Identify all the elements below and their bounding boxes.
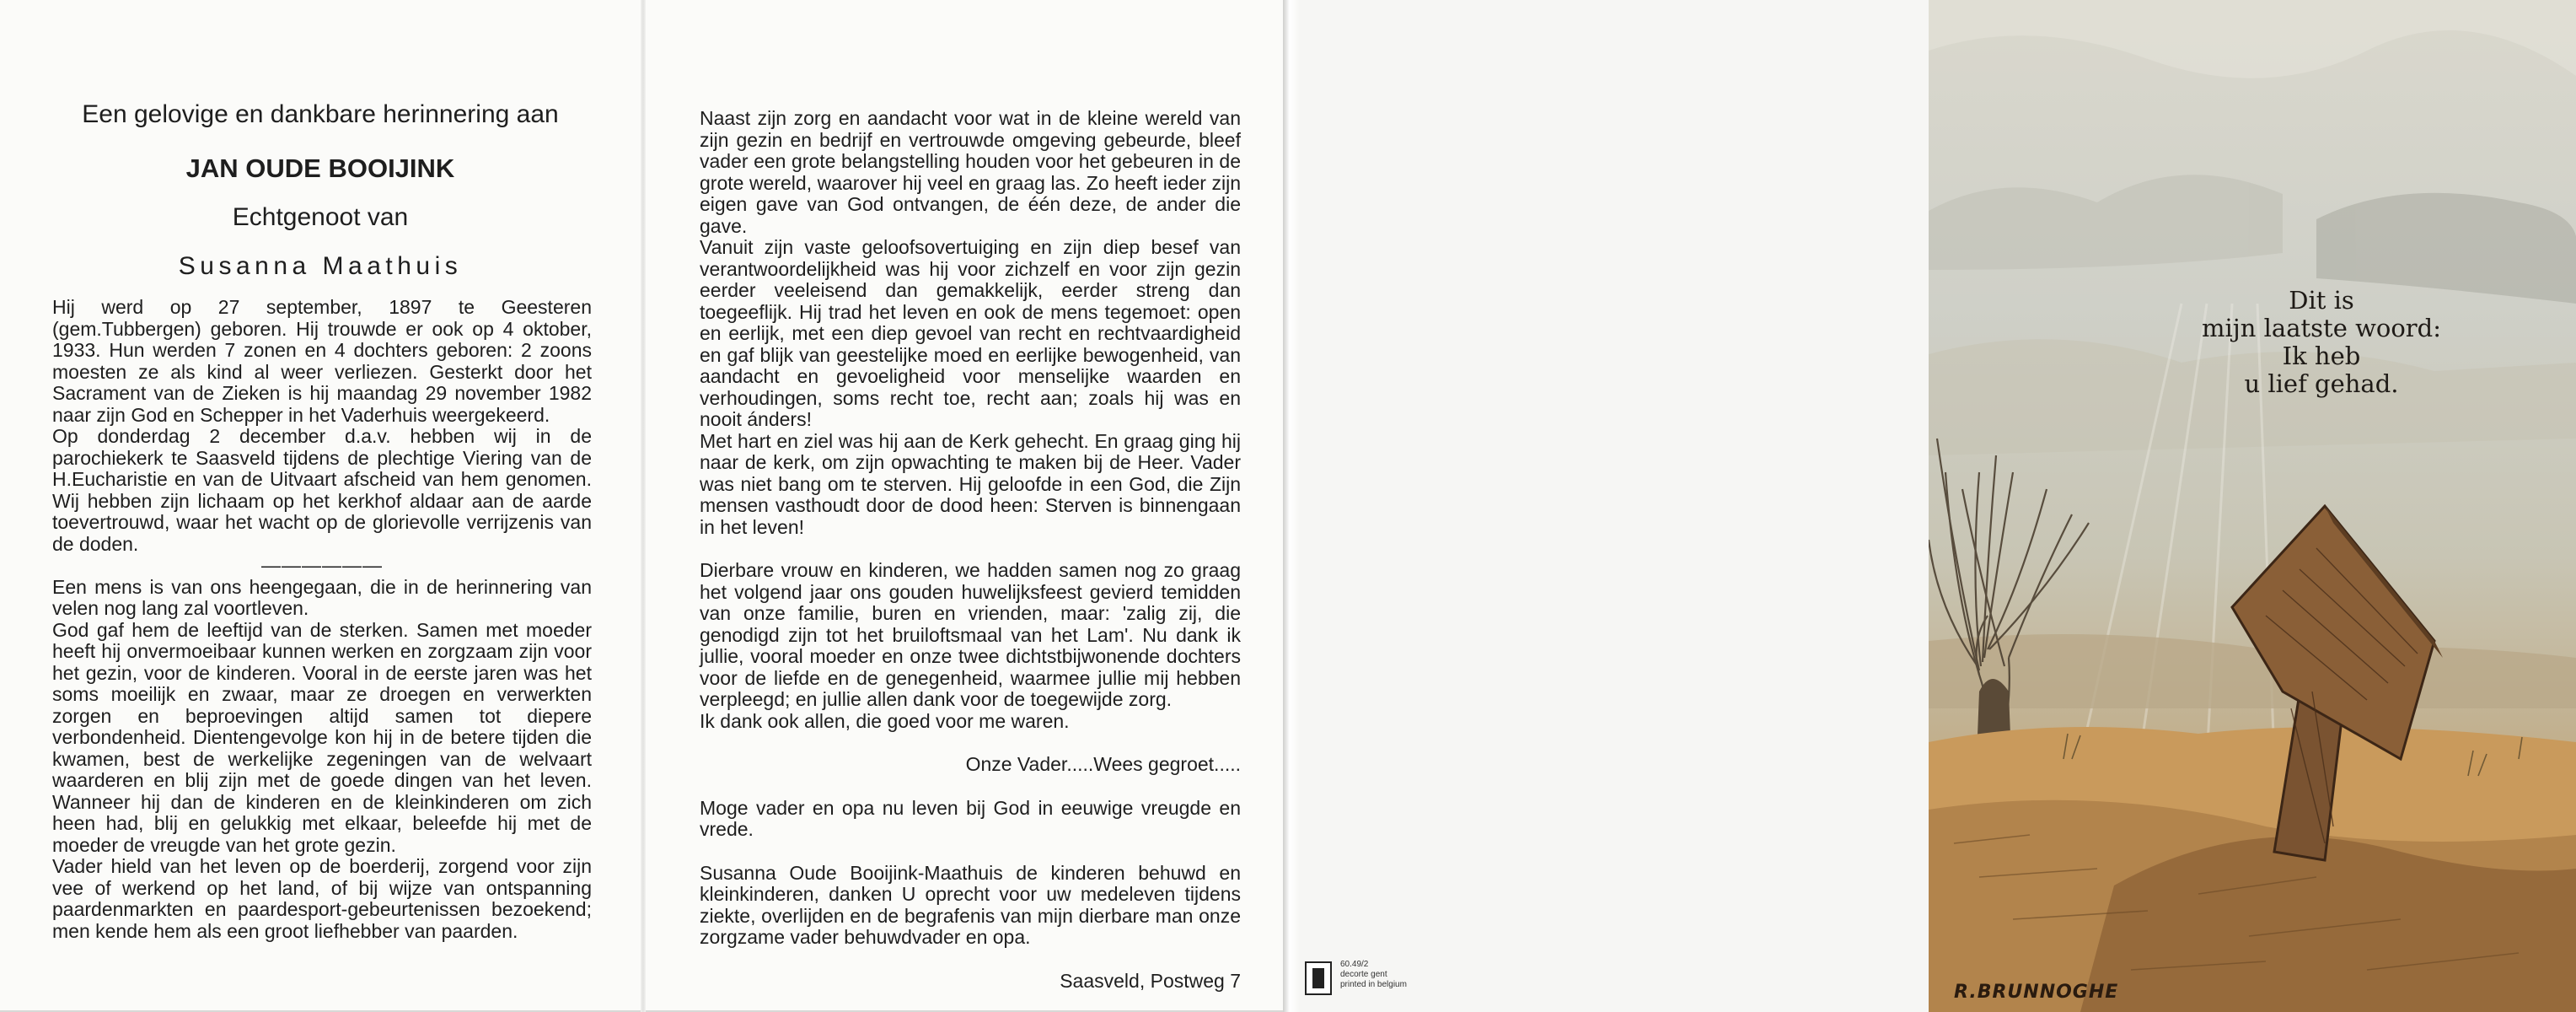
heading-block	[25, 100, 615, 282]
quote-line: Dit is	[2289, 286, 2354, 315]
imprint-printed: printed in belgium	[1340, 980, 1407, 989]
back-page	[1300, 0, 1929, 1012]
paragraph: Susanna Oude Booijink-Maathuis de kinderen behuwd en kleinkinderen, danken U oprecht voor uw medeleven tijdens ziekte, overlijden en de begrafenis van mijn dierbare man onze zorgzame vader behuwdvader en opa.	[700, 861, 1241, 948]
printer-imprint	[1305, 960, 1457, 1007]
spouse-label: Echtgenoot van	[232, 203, 409, 231]
horizon	[1929, 634, 2576, 708]
outer-fold	[1283, 0, 1300, 1012]
paragraph: Op donderdag 2 december d.a.v. hebben wij in de parochiekerk te Saasveld tijdens de plechtige Viering van de H.Eucharistie en van de Uitvaart afscheid van hem genomen. Wij hebben zijn lichaam op het kerkhof aldaar aan de aarde toevertrouwd, waar het wacht op de glorievolle verrijzenis van de doden.	[52, 425, 592, 555]
deceased-name: JAN OUDE BOOIJINK	[185, 153, 455, 183]
paragraph: Vanuit zijn vaste geloofsovertuiging en zijn diep besef van verantwoordelijkheid was hij voor zichzelf en voor zijn gezin eerder veeleisend dan gemakkelijk, eerder streng dan toegeeflijk. Hij trad het leven en ook de mens tegemoet: open en eerlijk, met een diep gevoel van recht en rechtvaardigheid en gaf blijk van geestelijke moed en eerlijke bewogenheid, van aandacht en gevoeligheid voor menselijke waarden en verhoudingen, soms recht toe, recht aan; zoals hij was en nooit ánders!	[700, 236, 1241, 430]
artist-signature: R.BRUNNOGHE	[1954, 982, 2119, 1003]
paragraph: Met hart en ziel was hij aan de Kerk gehecht. En graag ging hij naar de kerk, om zijn opwachting te maken bij de Heer. Vader was niet bang om te sterven. Hij geloofde in een God, die Zijn mensen vasthoudt door de dood heen: Sterven is binnengaan in het leven!	[700, 429, 1241, 538]
spacer	[700, 776, 1241, 798]
paragraph: Naast zijn zorg en aandacht voor wat in de kleine wereld van zijn gezin en bedrijf en vertrouwde omgeving gebeurde, bleef vader een grote belangstelling houden voor het gebeuren in de grote wereld, waarover hij veel en graag las. Zo heeft ieder zijn eigen gave van God ontvangen, de één deze, de ander die gave.	[700, 107, 1241, 237]
cover-illustration	[1929, 0, 2576, 1012]
paragraph: Ik dank ook allen, die goed voor me waren.	[700, 709, 1070, 732]
divider: ——————	[261, 554, 383, 576]
imprint-company: decorte gent	[1340, 970, 1387, 979]
cover-quote	[2195, 287, 2448, 398]
inner-spread	[0, 0, 1283, 1010]
landscape-drawing	[1929, 0, 2576, 1012]
quote-line: mijn laatste woord:	[2201, 314, 2442, 342]
quote-line: Ik heb	[2282, 342, 2361, 370]
paragraph: God gaf hem de leeftijd van de sterken. Samen met moeder heeft hij onvermoeibaar kunnen werken en zorgzaam zijn voor het gezin, voor de kinderen. Vooral in de eerste jaren was het soms moeilijk en zwaar, maar ze droegen en verwerkten zorgen en beproevingen altijd samen tot diepere verbondenheid. Dientengevolge kon hij in de betere tijden die kwamen, best de werkelijke zegeningen van de welvaart waarderen en blij zijn met de goede dingen van het leven. Wanneer hij dan de kinderen en de kleinkinderen om zich heen had, blij en gelukkig met elkaar, beleefde hij met de moeder de vreugde van het grote gezin.	[52, 618, 592, 856]
inner-fold	[641, 0, 646, 1012]
imprint-code: 60.49/2	[1340, 960, 1369, 969]
printer-logo-icon	[1305, 961, 1332, 995]
spacer	[700, 538, 1241, 560]
spacer	[700, 732, 1241, 754]
spacer	[700, 841, 1241, 863]
spouse-name: Susanna Maathuis	[178, 252, 463, 280]
paragraph: Dierbare vrouw en kinderen, we hadden samen nog zo graag het volgend jaar ons gouden huwelijksfeest gevierd temidden van onze familie, buren en vrienden, maar: 'zalig zij, die genodigd zijn tot het bruiloftsmaal van het Lam'. Nu dank ik jullie, vooral moeder en onze twee dichtstbijwonende dochters voor de liefde en de genegenheid, waarmee jullie mij hebben verpleegd; en jullie allen dank voor de toegewijde zorg.	[700, 559, 1241, 710]
paragraph: Vader hield van het leven op de boerderij, zorgend voor zijn vee of werkend op het land, of bij wijze van ontspanning paardenmarkten en paardesport-gebeurtenissen bezoekend; men kende hem als een groot liefhebber van paarden.	[52, 855, 592, 942]
spacer	[700, 949, 1241, 971]
left-text-column	[52, 297, 592, 942]
middle-text-column	[700, 108, 1241, 992]
quote-line: u lief gehad.	[2244, 369, 2399, 398]
imprint-text	[1340, 960, 1407, 990]
address-line: Saasveld, Postweg 7	[1060, 969, 1241, 992]
intro-text: Een gelovige en dankbare herinnering aan	[82, 100, 559, 128]
paragraph: Een mens is van ons heengegaan, die in de herinnering van velen nog lang zal voortleven.	[52, 575, 592, 619]
paragraph: Hij werd op 27 september, 1897 te Geesteren (gem.Tubbergen) geboren. Hij trouwde er ook op 4 oktober, 1933. Hun werden 7 zonen en 4 dochters geboren: 2 zoons moesten ze als kind al weer verliezen. Gesterkt door het Sacrament van de Zieken is hij maandag 29 november 1982 naar zijn God en Schepper in het Vaderhuis weergekeerd.	[52, 296, 592, 426]
prayer-line: Onze Vader.....Wees gegroet.....	[965, 753, 1241, 775]
paragraph: Moge vader en opa nu leven bij God in eeuwige vreugde en vrede.	[700, 796, 1241, 840]
